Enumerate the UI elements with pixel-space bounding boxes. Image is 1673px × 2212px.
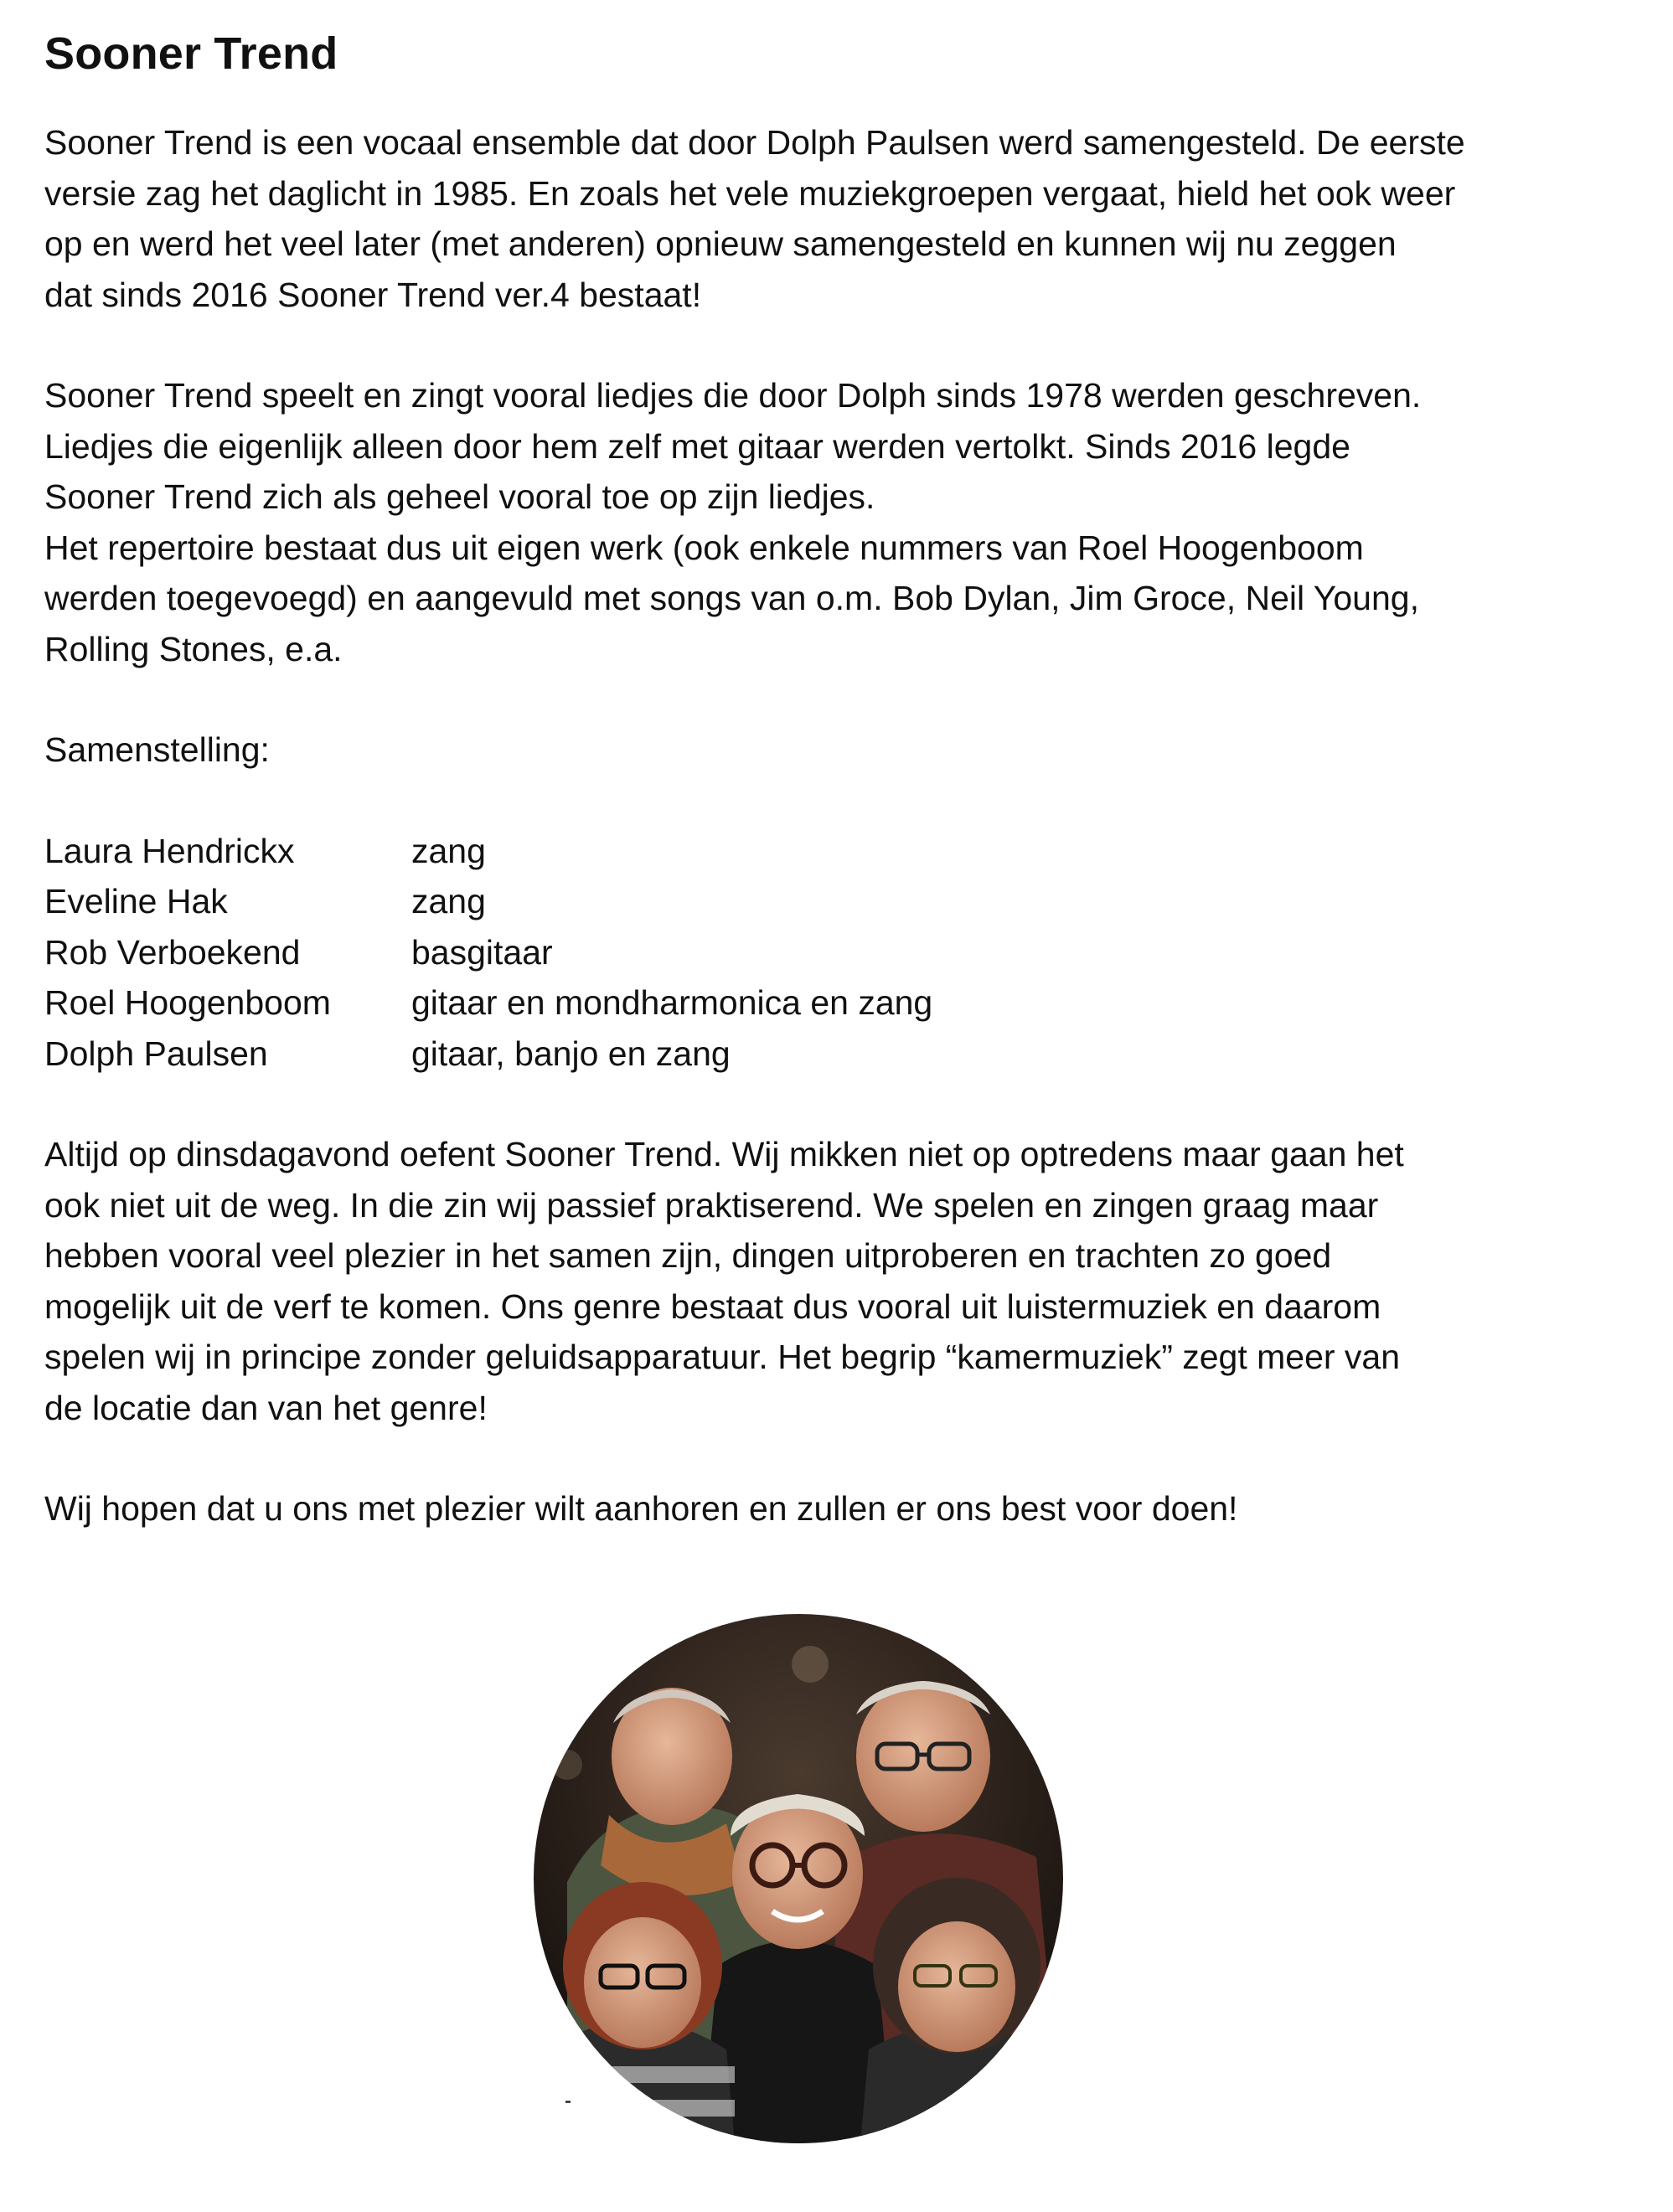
group-photo-image [534, 1614, 1063, 2143]
member-name: Eveline Hak [44, 882, 228, 920]
group-photo [534, 1614, 1063, 2143]
repertoire-paragraph: Sooner Trend speelt en zingt vooral liedjes die door Dolph sinds 1978 werden geschreven. Liedjes die eigenlijk alleen door hem zelf met gitaar werden vertolkt. Sinds 2016 legde Sooner Trend zich als geheel vooral toe op zijn liedjes. Het repertoire bestaat dus uit eigen werk (ook enkele nummers van Roel Hoogenboom werden toegevoegd) en aangevuld met songs van o.m. Bob Dylan, Jim Groce, Neil Young, Rolling Stones, e.a. [44, 376, 1422, 668]
member-role: zang [411, 831, 486, 870]
closing-paragraph: Wij hopen dat u ons met plezier wilt aanhoren en zullen er ons best voor doen! [44, 1489, 1238, 1528]
intro-paragraph: Sooner Trend is een vocaal ensemble dat door Dolph Paulsen werd samengesteld. De eerste versie zag het daglicht in 1985. En zoals het vele muziekgroepen vergaat, hield het ook weer op en werd het veel later (met anderen) opnieuw samengesteld en kunnen wij nu zeggen dat sinds 2016 Sooner Trend ver.4 bestaat! [44, 123, 1465, 314]
practice-paragraph: Altijd op dinsdagavond oefent Sooner Trend. Wij mikken niet op optredens maar gaan het ook niet uit de weg. In die zin wij passief praktiserend. We spelen en zingen graag maar hebben vooral veel plezier in het samen zijn, dingen uitproberen en trachten zo goed mogelijk uit de verf te komen. Ons genre bestaat dus vooral uit luistermuziek en daarom spelen wij in principe zonder geluidsapparatuur. Het begrip “kamermuziek” zegt meer van de locatie dan van het genre! [44, 1135, 1404, 1427]
member-row [44, 876, 1133, 927]
members-table [44, 826, 1133, 1080]
member-row [44, 977, 1133, 1029]
spacer [44, 320, 1636, 370]
spacer [44, 1433, 1636, 1483]
member-name: Laura Hendrickx [44, 831, 295, 870]
page-title: Sooner Trend [44, 28, 338, 79]
member-row [44, 927, 1133, 978]
member-role: zang [411, 882, 486, 920]
member-row [44, 1029, 1133, 1080]
member-name: Dolph Paulsen [44, 1034, 268, 1073]
spacer [44, 776, 1636, 826]
member-role: gitaar, banjo en zang [411, 1034, 731, 1073]
member-name: Roel Hoogenboom [44, 983, 331, 1022]
scan-artifact [565, 2101, 571, 2103]
spacer [44, 1079, 1636, 1129]
member-role: basgitaar [411, 932, 553, 972]
member-role: gitaar en mondharmonica en zang [411, 983, 933, 1022]
document-page [44, 23, 1636, 1534]
member-row [44, 826, 1133, 877]
spacer [44, 674, 1636, 724]
composition-label: Samenstelling: [44, 730, 270, 769]
member-name: Rob Verboekend [44, 932, 301, 972]
